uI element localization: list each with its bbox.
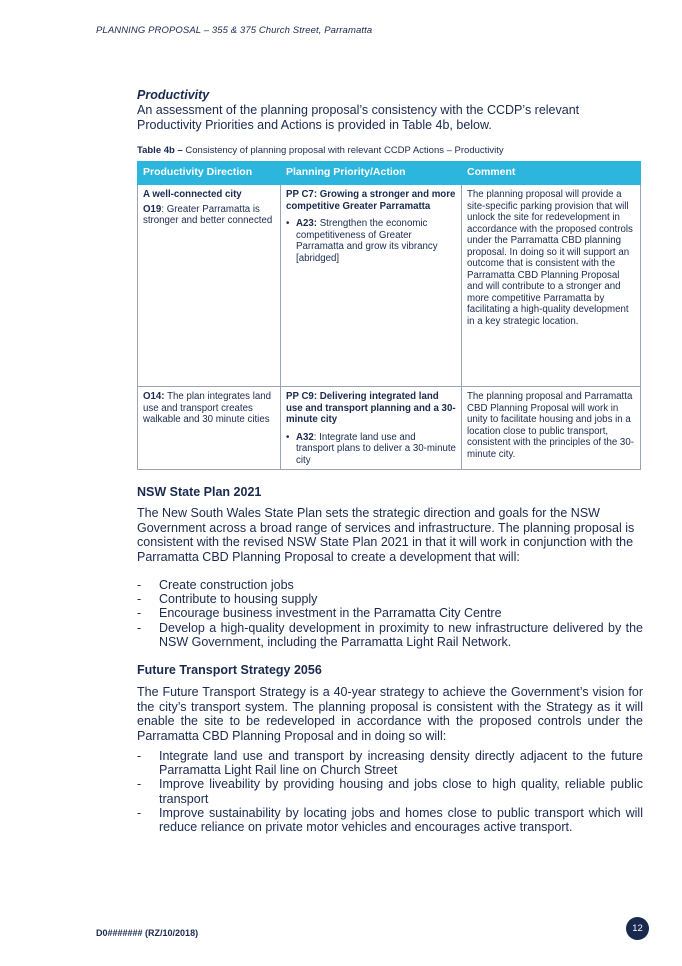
direction-code: O19 — [143, 203, 162, 215]
productivity-heading: Productivity — [137, 88, 210, 102]
action-text: Strengthen the economic competitiveness of Greater Parramatta and grow its vibrancy [abridged] — [296, 218, 438, 264]
list-item: - Encourage business investment in the Parramatta City Centre — [137, 606, 643, 620]
priority-cell — [281, 185, 462, 387]
direction-code: O14: — [143, 391, 165, 402]
nsw-state-plan-list — [137, 578, 643, 649]
direction-cell — [138, 185, 281, 387]
direction-text — [143, 204, 275, 227]
direction-title: A well-connected city — [143, 189, 242, 200]
future-transport-paragraph: The Future Transport Strategy is a 40-year strategy to achieve the Government’s vision for the city’s transport system. The planning proposal is consistent with the Strategy as it will enable the site to be redeveloped in accordance with the proposed controls under the Parramatta CBD Planning Proposal and in doing so will: — [137, 685, 643, 743]
direction-desc: The plan integrates land use and transport creates walkable and 30 minute cities — [143, 391, 272, 425]
table-row — [138, 387, 641, 470]
direction-cell — [138, 387, 281, 470]
priority-title: PP C7: Growing a stronger and more competitive Greater Parramatta — [286, 189, 456, 212]
table-caption-label: Table 4b – — [137, 145, 183, 156]
header-productivity-direction: Productivity Direction — [138, 162, 281, 185]
list-item: - Improve liveability by providing housing and jobs close to high quality, reliable public transport — [137, 777, 643, 805]
direction-text — [143, 391, 275, 426]
table-row — [138, 185, 641, 387]
future-transport-heading: Future Transport Strategy 2056 — [137, 663, 322, 678]
consistency-table — [137, 161, 641, 470]
page-header: PLANNING PROPOSAL – 355 & 375 Church Street, Parramatta — [96, 25, 373, 36]
action-text: : Integrate land use and transport plans to deliver a 30-minute city — [296, 431, 456, 466]
direction-desc: : Greater Parramatta is stronger and better connected — [143, 203, 273, 226]
list-item: - Develop a high-quality development in proximity to new infrastructure delivered by the NSW Government, including the Parramatta Light Rail Network. — [137, 621, 643, 649]
document-reference: D0####### (RZ/10/2018) — [96, 928, 199, 938]
action-item — [286, 218, 456, 264]
header-planning-priority: Planning Priority/Action — [281, 162, 462, 185]
action-item — [286, 432, 456, 467]
priority-title: PP C9: Delivering integrated land use and transport planning and a 30-minute city — [286, 391, 456, 425]
productivity-intro: An assessment of the planning proposal’s consistency with the CCDP’s relevant Productivity Priorities and Actions is provided in Table 4b, below. — [137, 103, 580, 132]
page-content — [137, 88, 643, 834]
table-caption — [137, 145, 643, 157]
page-number-badge: 12 — [626, 917, 649, 940]
header-comment: Comment — [462, 162, 641, 185]
list-item: - Create construction jobs — [137, 578, 643, 592]
nsw-state-plan-heading: NSW State Plan 2021 — [137, 485, 262, 499]
comment-cell: The planning proposal and Parramatta CBD Planning Proposal will work in unity to facilitate housing and jobs in a location close to public transport, consistent with the principles of the 30-minute city. — [462, 387, 641, 470]
action-code: A23: — [296, 218, 317, 229]
table-header-row — [138, 162, 641, 185]
priority-cell — [281, 387, 462, 470]
action-code: A32 — [296, 431, 314, 443]
future-transport-list — [137, 749, 643, 834]
list-item: - Improve sustainability by locating jobs and homes close to public transport which will reduce reliance on private motor vehicles and encourages active transport. — [137, 806, 643, 834]
nsw-state-plan-paragraph: The New South Wales State Plan sets the strategic direction and goals for the NSW Government across a broad range of services and infrastructure. The planning proposal is consistent with the revised NSW State Plan 2021 in that it will work in conjunction with the Parramatta CBD Planning Proposal to create a development that will: — [137, 506, 635, 564]
comment-cell: The planning proposal will provide a site-specific parking provision that will unlock the site for redevelopment in accordance with the proposed controls under the Parramatta CBD planning proposal. In doing so it will support an outcome that is consistent with the Parramatta CBD Planning Proposal and will contribute to a stronger and more competitive Parramatta by facilitating a high-quality development in a key strategic location. — [462, 185, 641, 387]
list-item: - Contribute to housing supply — [137, 592, 643, 606]
table-caption-text: Consistency of planning proposal with relevant CCDP Actions – Productivity — [182, 145, 504, 156]
list-item: - Integrate land use and transport by increasing density directly adjacent to the future Parramatta Light Rail line on Church Street — [137, 749, 643, 777]
